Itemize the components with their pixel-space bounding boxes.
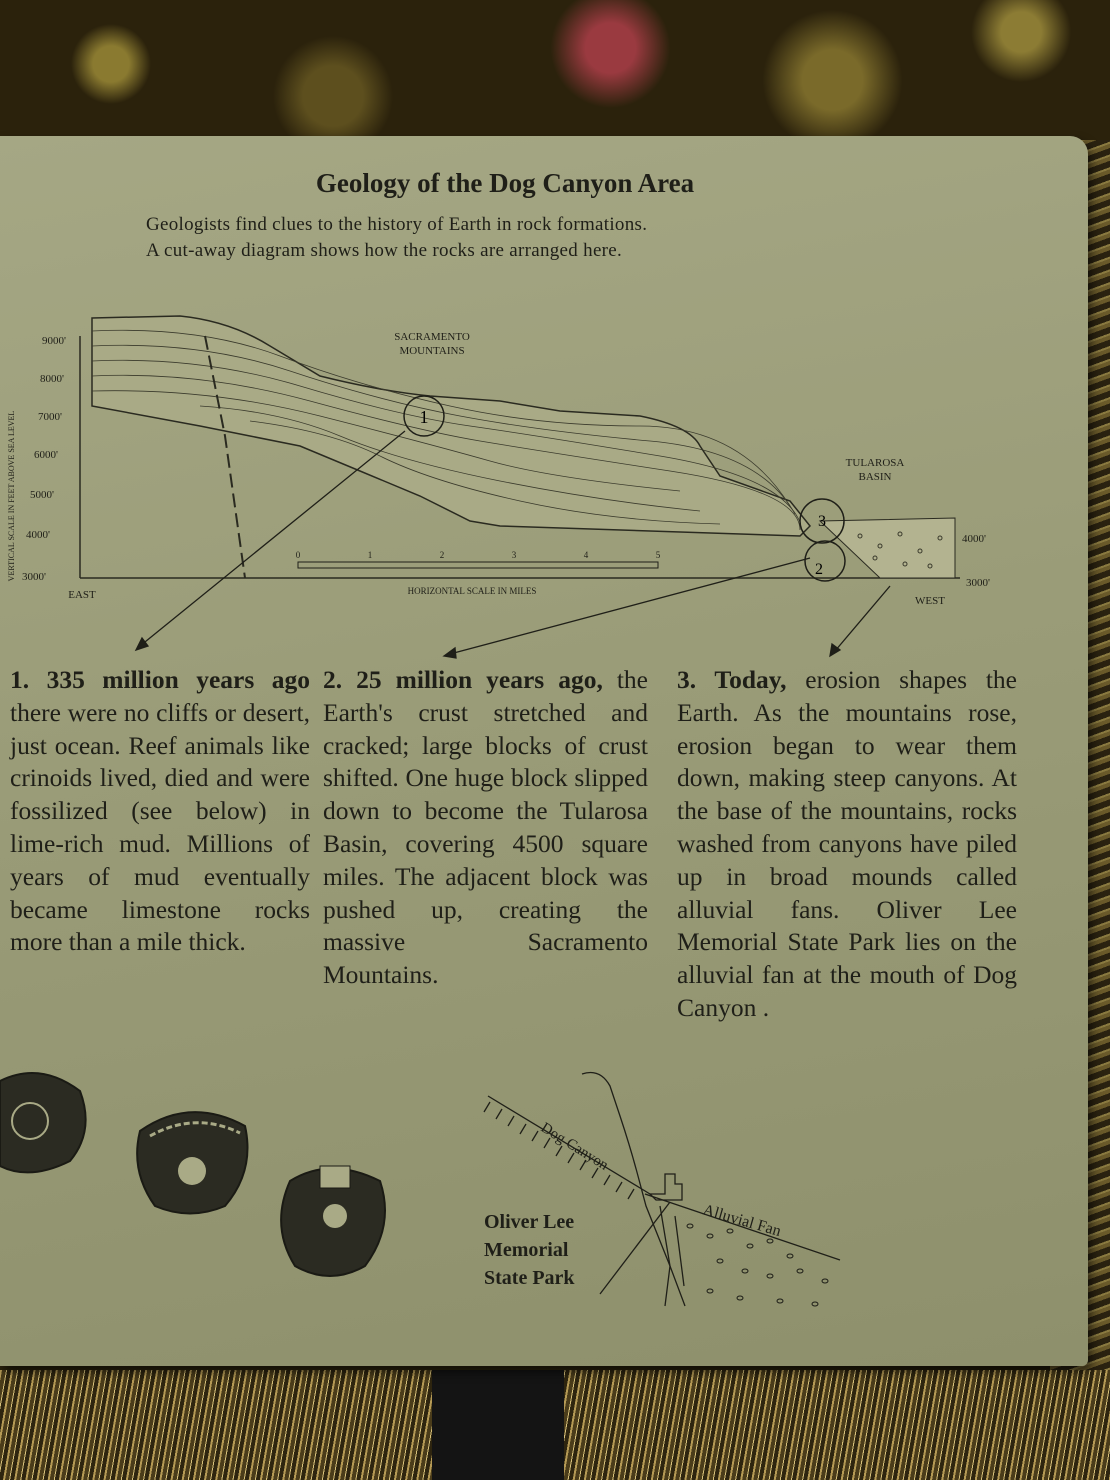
column-1-text: there were no cliffs or desert, just ocean. Reef animals like crinoids lived, died and were fossilized (see below) in lime-rich mud. Millions of years of mud eventually became limestone rocks more than a mile thick. bbox=[10, 697, 310, 957]
elevation-tick: 8000' bbox=[40, 373, 64, 385]
column-1-heading: 1. 335 million years ago bbox=[10, 665, 310, 694]
horizontal-axis-label: HORIZONTAL SCALE IN MILES bbox=[407, 586, 537, 596]
label-east: EAST bbox=[68, 589, 96, 601]
crinoid-fossil-illustrations bbox=[0, 1061, 420, 1291]
fault-marks bbox=[660, 1206, 684, 1306]
label-tularosa: TULAROSA bbox=[845, 457, 905, 469]
mile-tick: 0 bbox=[295, 550, 301, 560]
canyon-hatching bbox=[484, 1102, 634, 1199]
crinoid-fossil bbox=[281, 1166, 385, 1276]
park-label-line-1: Oliver Lee bbox=[484, 1211, 575, 1233]
mile-tick: 3 bbox=[511, 550, 517, 560]
elevation-tick: 9000' bbox=[42, 335, 66, 347]
mile-scale-ticks bbox=[296, 550, 661, 560]
interpretive-sign bbox=[0, 136, 1088, 1366]
column-2 bbox=[323, 664, 648, 992]
elevation-tick: 5000' bbox=[30, 489, 54, 501]
dog-canyon-label: Dog Canyon bbox=[537, 1119, 612, 1174]
park-label-line-2: Memorial bbox=[484, 1239, 569, 1261]
mile-tick: 1 bbox=[367, 550, 373, 560]
column-2-text: the Earth's crust stretched and cracked; large blocks of crust shifted. One huge block slipped down to become the Tularosa Basin, covering 4500 square miles. The adjacent block was pushed up, creating the massive Sacramento Mountains. bbox=[323, 665, 648, 990]
label-mountains: MOUNTAINS bbox=[399, 345, 465, 357]
sign-post bbox=[432, 1370, 564, 1480]
mile-tick: 4 bbox=[583, 550, 589, 560]
cross-section-diagram bbox=[0, 296, 1088, 666]
elevation-tick: 6000' bbox=[34, 449, 58, 461]
alluvial-fan-label: Alluvial Fan bbox=[700, 1201, 783, 1241]
elevation-tick: 4000' bbox=[26, 529, 50, 541]
subtitle-line-2: A cut-away diagram shows how the rocks are arranged here. bbox=[146, 240, 623, 261]
sign-subtitle bbox=[146, 212, 906, 264]
column-3-heading: 3. Today, bbox=[677, 665, 787, 694]
column-3-text: erosion shapes the Earth. As the mountains rose, erosion began to wear them down, making steep canyons. At the base of the mountains, rocks washed from canyons have piled up in broad mounds called alluvial fans. Oliver Lee Memorial State Park lies on the alluvial fan at the mouth of Dog Canyon . bbox=[677, 665, 1017, 1022]
marker-3: 3 bbox=[818, 513, 826, 530]
right-elevation-tick: 4000' bbox=[962, 533, 986, 545]
park-label bbox=[484, 1208, 575, 1292]
marker-1: 1 bbox=[419, 407, 429, 427]
sign-title: Geology of the Dog Canyon Area bbox=[315, 168, 695, 198]
mile-tick: 2 bbox=[439, 550, 445, 560]
vertical-axis-label: VERTICAL SCALE IN FEET ABOVE SEA LEVEL bbox=[7, 410, 16, 582]
mile-tick: 5 bbox=[655, 550, 661, 560]
marker-2: 2 bbox=[815, 561, 823, 578]
mile-scale-bar bbox=[298, 562, 658, 568]
column-2-heading: 2. 25 million years ago, bbox=[323, 665, 603, 694]
marker-2-circle bbox=[805, 541, 845, 581]
park-building-icon bbox=[650, 1174, 682, 1200]
elevation-tick: 7000' bbox=[38, 411, 62, 423]
crinoid-fossil bbox=[137, 1112, 247, 1213]
right-elevation-tick: 3000' bbox=[966, 577, 990, 589]
fan-pebbles bbox=[687, 1224, 828, 1306]
park-pointer-line bbox=[600, 1202, 670, 1294]
label-west: WEST bbox=[915, 595, 945, 607]
column-3 bbox=[677, 664, 1017, 1025]
elevation-tick: 3000' bbox=[22, 571, 46, 583]
label-sacramento: SACRAMENTO bbox=[394, 331, 470, 343]
subtitle-line-1: Geologists find clues to the history of Earth in rock formations. bbox=[146, 214, 648, 235]
park-label-line-3: State Park bbox=[484, 1267, 575, 1289]
crinoid-fossil bbox=[0, 1073, 86, 1172]
column-1 bbox=[10, 664, 310, 959]
label-basin: BASIN bbox=[858, 471, 892, 483]
